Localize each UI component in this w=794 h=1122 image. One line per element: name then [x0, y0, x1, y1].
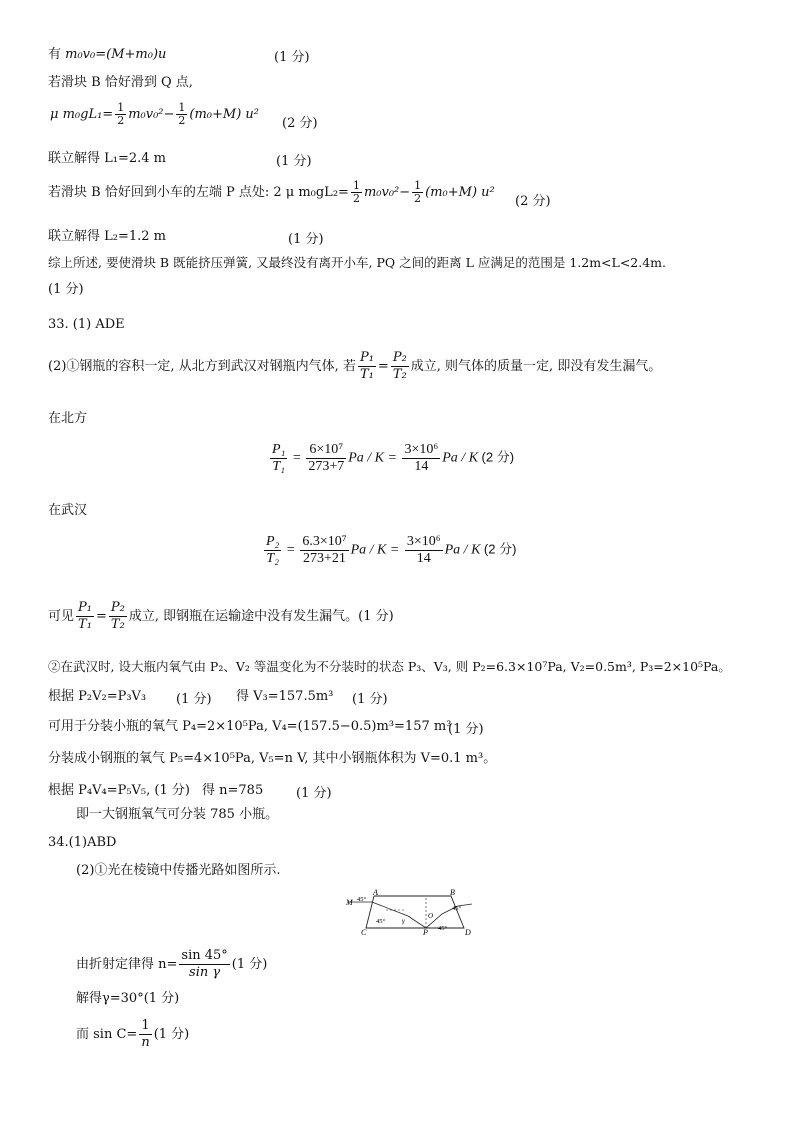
- fraction: [351, 180, 362, 205]
- angle-label: 45°: [376, 918, 386, 925]
- score: (1 分): [274, 50, 310, 65]
- fraction: [391, 350, 409, 383]
- text-line: 得 n=785: [202, 783, 264, 798]
- text-line: 联立解得 L₁=2.4 m: [48, 151, 167, 166]
- fraction: [76, 600, 94, 633]
- fraction: [306, 442, 346, 475]
- score: (1 分): [288, 232, 324, 247]
- fraction: [300, 534, 348, 567]
- frac-num: 1: [117, 101, 125, 114]
- eq-critical-angle: [76, 1018, 189, 1051]
- fraction: [402, 442, 440, 475]
- text-suffix: 成立, 则气体的质量一定, 即没有发生漏气。: [410, 359, 662, 374]
- text-part: 根据 P₂V₂=P₃V₃: [48, 689, 147, 704]
- frac-num: P₂: [266, 534, 280, 549]
- text-prefix: (2)①钢瓶的容积一定, 从北方到武汉对钢瓶内气体, 若: [48, 359, 356, 374]
- fraction: [109, 600, 127, 633]
- fraction: [139, 1018, 151, 1051]
- eq-energy-1: [50, 102, 259, 127]
- text-line: (2)①光在棱镜中传播光路如图所示.: [76, 863, 281, 878]
- frac-den: T₁: [359, 367, 374, 382]
- text-with-fraction: [48, 600, 394, 633]
- angle-label: 45°: [452, 905, 462, 912]
- unit: Pa / K: [442, 450, 479, 466]
- angle-label: 45°: [438, 925, 448, 932]
- score: (1 分): [176, 692, 212, 707]
- text-line: 若滑块 B 恰好滑到 Q 点,: [48, 75, 193, 90]
- score: (1 分): [352, 692, 388, 707]
- score: (2 分): [481, 449, 515, 465]
- frac-num: P₂: [392, 350, 407, 365]
- frac-num: P₁: [78, 600, 92, 615]
- label-B: B: [450, 888, 455, 897]
- text-prefix: 由折射定律得 n=: [76, 957, 178, 972]
- frac-num: 3×10⁶: [406, 534, 441, 549]
- frac-num: 1: [414, 179, 422, 192]
- eq-mid: m₀v₀²−: [363, 185, 411, 200]
- frac-den: 2: [414, 192, 422, 205]
- unit: Pa / K: [444, 542, 481, 558]
- unit: Pa / K =: [350, 542, 400, 558]
- equation: m₀v₀=(M+m₀)u: [65, 47, 167, 62]
- label-C: C: [361, 928, 367, 937]
- text-line: 分装成小钢瓶的氧气 P₅=4×10⁵Pa, V₅=n V, 其中小钢瓶体积为 V=0.1 m³。: [48, 751, 497, 766]
- text-line: 根据 P₄V₄=P₅V₅, (1 分): [48, 783, 190, 798]
- frac-den: T₁: [272, 459, 286, 474]
- fraction: [115, 102, 126, 127]
- frac-den: 2: [178, 114, 186, 127]
- equals-sign: =: [377, 359, 389, 374]
- label-P: P: [423, 928, 428, 937]
- fraction: [264, 534, 281, 567]
- eq-lhs: 若滑块 B 恰好回到小车的左端 P 点处: 2 μ m₀gL₂=: [48, 185, 349, 200]
- frac-num: sin 45°: [181, 948, 228, 963]
- fraction: [270, 442, 287, 475]
- frac-den: 2: [117, 114, 125, 127]
- frac-num: 1: [178, 101, 186, 114]
- text-line: 在武汉: [48, 503, 88, 518]
- frac-num: 3×10⁶: [404, 442, 439, 457]
- equation-wuhan: $\frac{\text{P₂}}{\text{T₂}}$ = $\frac{\text{6.3×10⁷}}{273+21}$ Pa / K = $\frac{\text{3×10⁶}}{14}$ Pa / K (2 分): [266, 534, 517, 566]
- fraction: [412, 180, 423, 205]
- eq-rhs: (m₀+M) u²: [425, 185, 495, 200]
- fraction: [179, 948, 229, 981]
- text-line: ②在武汉时, 设大瓶内氧气由 P₂、V₂ 等温变化为不分装时的状态 P₃、V₃, 则 P₂=6.3×10⁷Pa, V₂=0.5m³, P₃=2×10⁵Pa。: [48, 659, 731, 674]
- frac-num: P₁: [359, 350, 374, 365]
- eq-lhs: μ m₀gL₁=: [50, 107, 114, 122]
- frac-num: 1: [352, 179, 360, 192]
- score: (2 分): [483, 541, 517, 557]
- eq-energy-2: [48, 180, 495, 205]
- fraction: [405, 534, 443, 567]
- frac-num: 6.3×10⁷: [302, 534, 347, 549]
- frac-den: T₂: [266, 551, 280, 566]
- frac-den: n: [141, 1035, 150, 1050]
- question-34-part1: 34.(1)ABD: [48, 835, 117, 850]
- text-line: 可用于分装小瓶的氧气 P₄=2×10⁵Pa, V₄=(157.5−0.5)m³=157 m³: [48, 719, 452, 734]
- text-suffix: 成立, 即钢瓶在运输途中没有发生漏气。(1 分): [128, 609, 394, 624]
- text-line: 即一大钢瓶氧气可分装 785 小瓶。: [76, 807, 279, 822]
- frac-num: P₁: [272, 442, 286, 457]
- score: (1 分): [276, 154, 312, 169]
- fraction: [176, 102, 187, 127]
- text-with-fraction: [48, 350, 661, 383]
- frac-den: 14: [416, 551, 431, 566]
- text-line: [48, 688, 146, 706]
- equals-sign: =: [95, 609, 107, 624]
- label-O: O: [428, 912, 434, 920]
- frac-den: 2: [352, 192, 360, 205]
- text-line: 综上所述, 要使滑块 B 既能挤压弹簧, 又最终没有离开小车, PQ 之间的距离 L 应满足的范围是 1.2m<L<2.4m.: [48, 255, 667, 270]
- unit: Pa / K =: [348, 450, 397, 466]
- angle-gamma-label: γ: [402, 917, 405, 925]
- frac-den: T₂: [110, 617, 125, 632]
- label-M: M: [346, 898, 353, 907]
- text-line: 联立解得 L₂=1.2 m: [48, 229, 167, 244]
- frac-den: 14: [414, 459, 429, 474]
- score: (1 分): [448, 722, 484, 737]
- frac-den: T₂: [392, 367, 407, 382]
- frac-den: 273+21: [303, 551, 346, 566]
- score: (2 分): [282, 116, 318, 131]
- question-33-part1: 33. (1) ADE: [48, 317, 125, 332]
- score: (1 分): [231, 957, 268, 972]
- prism-light-path-diagram: [346, 888, 476, 938]
- eq-momentum: [48, 46, 166, 64]
- text-line: 在北方: [48, 411, 88, 426]
- text-prefix: 而 sin C=: [76, 1027, 138, 1042]
- text-line: 得 V₃=157.5m³: [236, 689, 334, 704]
- frac-num: 1: [139, 1018, 151, 1035]
- frac-num: P₂: [110, 600, 125, 615]
- score: (1 分): [153, 1027, 190, 1042]
- frac-den: sin γ: [189, 965, 221, 980]
- eq-refraction: [76, 948, 267, 981]
- frac-num: 6×10⁷: [306, 442, 346, 459]
- equation-north: $\frac{\text{P₁}}{\text{T₁}}$ = $\frac{\text{6×10⁷}}{273+7}$ Pa / K = $\frac{\text{3×10⁶}}{14}$ Pa / K (2 分): [272, 442, 515, 474]
- text-line: (1 分): [48, 282, 84, 297]
- label-A: A: [373, 888, 378, 897]
- frac-den: 273+7: [308, 459, 345, 474]
- text-prefix: 有: [48, 47, 66, 62]
- angle-label: 45°: [357, 896, 367, 903]
- eq-rhs: (m₀+M) u²: [189, 107, 259, 122]
- text-line: 解得γ=30°(1 分): [76, 991, 180, 1006]
- score: (1 分): [296, 786, 332, 801]
- eq-mid: m₀v₀²−: [128, 107, 175, 122]
- text-prefix: 可见: [48, 609, 75, 624]
- fraction: [358, 350, 376, 383]
- score: (2 分): [515, 194, 551, 209]
- frac-den: T₁: [78, 617, 92, 632]
- label-D: D: [465, 928, 471, 937]
